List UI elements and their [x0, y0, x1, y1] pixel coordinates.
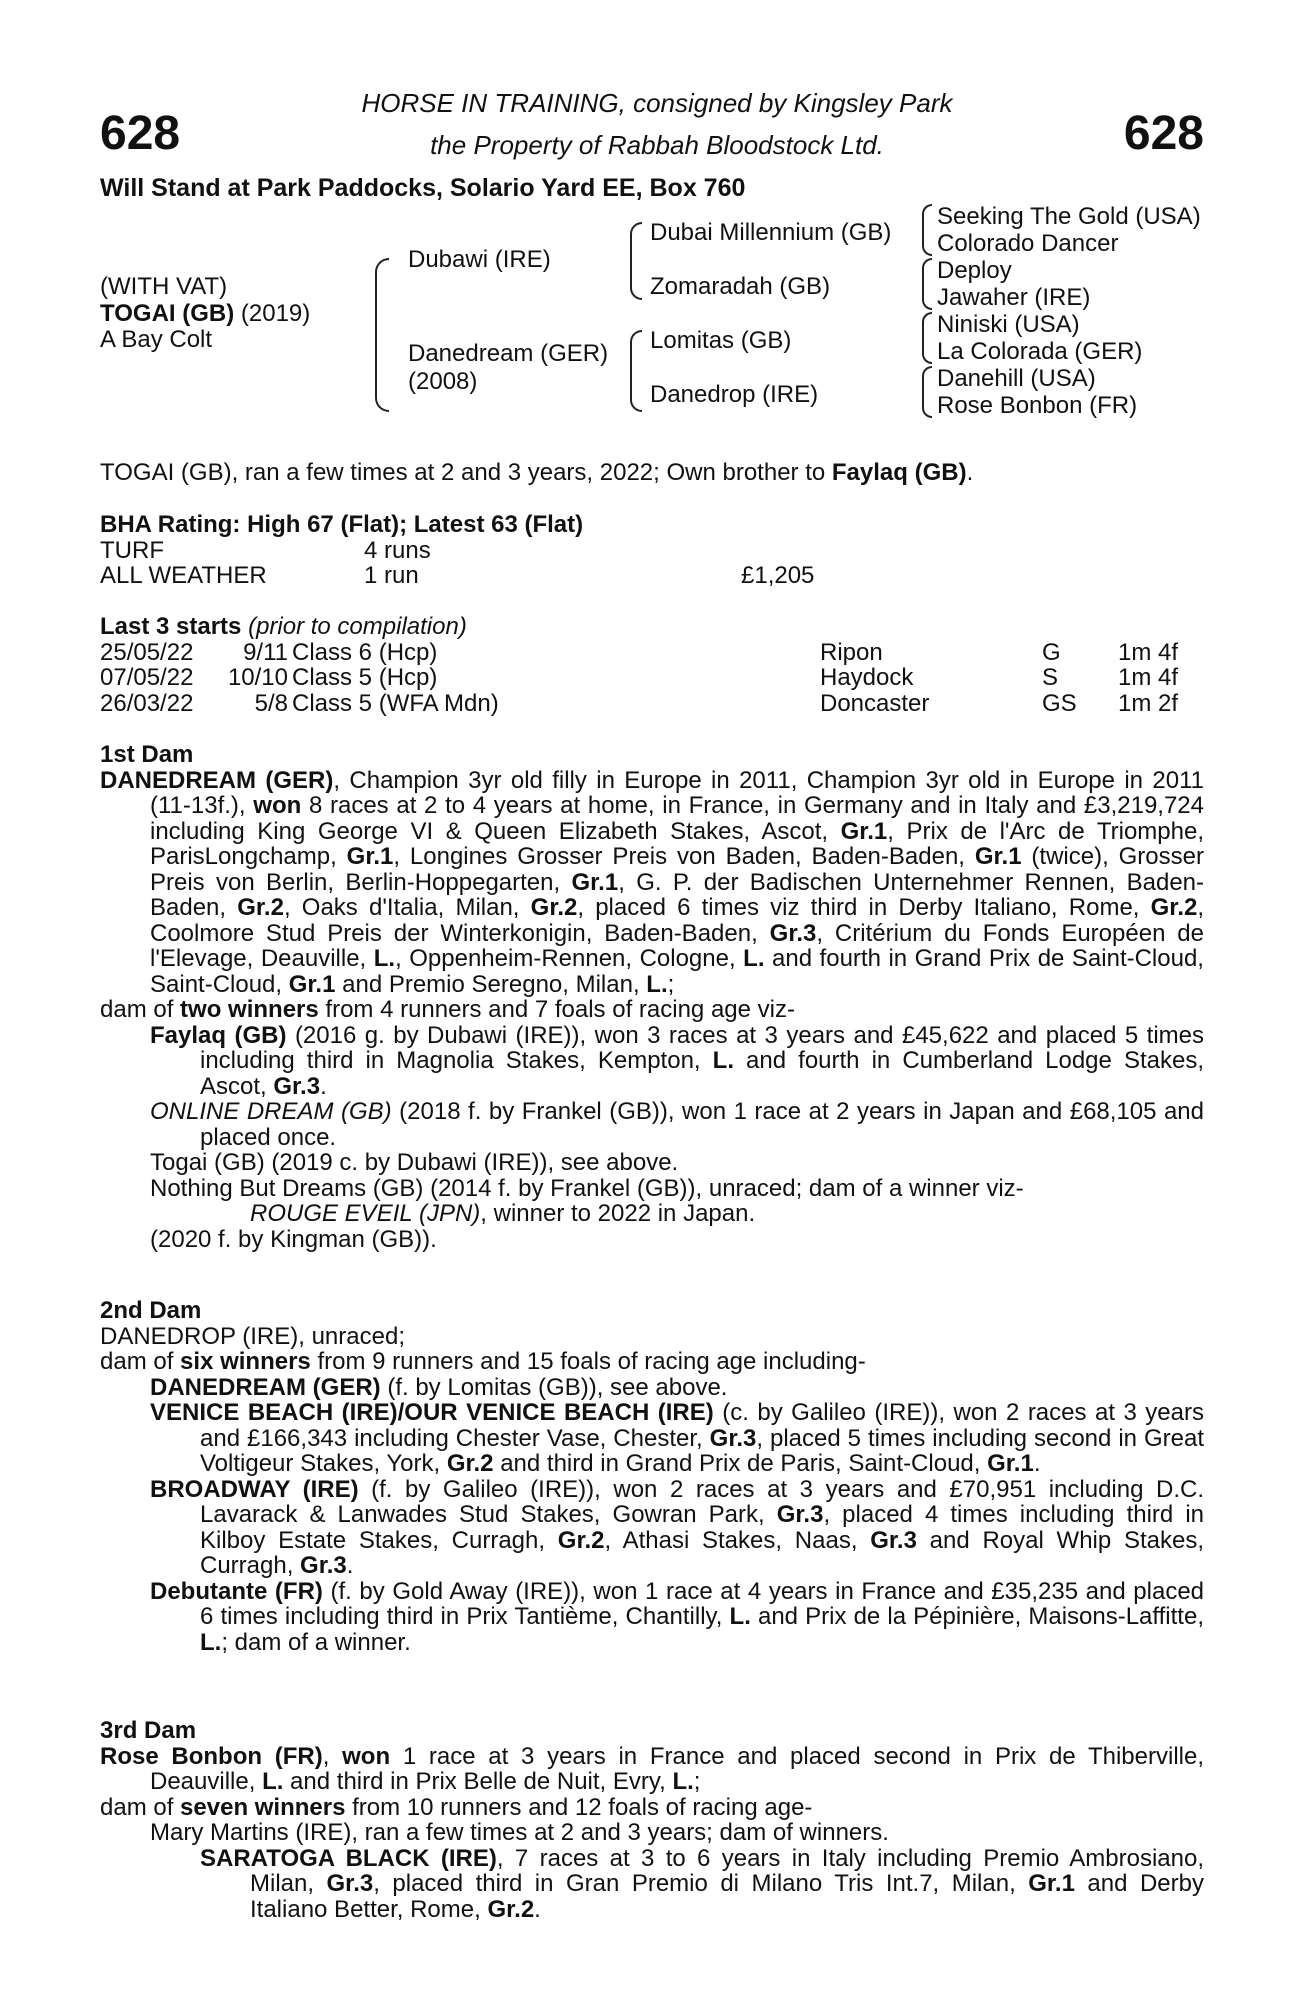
last-starts-heading [100, 614, 1204, 640]
grade: L. [743, 945, 765, 972]
text: (f. by Galileo (IRE)), won 2 races at 3 years and £70,951 including D.C. Lavarack & Lanwades Stud Stakes, Gowran Park, [200, 1475, 1205, 1528]
start-class: Class 5 (WFA Mdn) [292, 689, 499, 717]
pedigree-brace-ds [922, 312, 932, 364]
summary-text: TOGAI (GB), ran a few times at 2 and 3 years, 2022; Own brother to [100, 459, 832, 486]
text: , Athasi Stakes, Naas, [604, 1526, 871, 1554]
text: , G. P. der Badischen Unternehmer Rennen, Baden-Baden, [150, 868, 1205, 921]
pedigree-brace-ss [922, 204, 932, 256]
summary-end: . [966, 459, 974, 486]
last-starts-section [100, 614, 1204, 716]
text: . [1033, 1450, 1041, 1477]
horse-name: TOGAI (GB) [100, 300, 235, 327]
start-going: G [1042, 638, 1061, 666]
produce-name: ONLINE DREAM (GB) [150, 1098, 392, 1125]
dam-sire-dam: La Colorada (GER) [937, 338, 1143, 365]
start-position: 5/8 [254, 689, 288, 717]
first-dam-produce-summary [100, 997, 1204, 1023]
won: won [342, 1742, 391, 1770]
grade: L. [262, 1768, 284, 1795]
third-dam-section [100, 1718, 1204, 1922]
rating-title: BHA Rating: High 67 (Flat); Latest 63 (Flat) [100, 511, 584, 538]
produce-name: DANEDREAM (GER) [150, 1373, 381, 1401]
start-date: 07/05/22 [100, 664, 194, 691]
grade: Gr.1 [987, 1450, 1034, 1477]
sire-sire: Dubai Millennium (GB) [650, 219, 892, 246]
text: and third in Grand Prix de Paris, Saint-Cloud, [493, 1450, 988, 1477]
grade: Gr.3 [769, 919, 817, 947]
text: and fourth in Cumberland Lodge Stakes, Ascot, [200, 1047, 1204, 1100]
second-dam-record: DANEDROP (IRE), unraced; [100, 1322, 405, 1350]
grade: Gr.3 [709, 1424, 757, 1452]
grade: L. [646, 970, 668, 998]
text: from 9 runners and 15 foals of racing age including- [310, 1348, 866, 1375]
grade: Gr.3 [776, 1501, 824, 1528]
property-line: the Property of Rabbah Bloodstock Ltd. [430, 130, 884, 160]
text: (2018 f. by Frankel (GB)), won 1 race at 2 years in Japan and £68,105 and placed once. [200, 1098, 1205, 1151]
grade: Gr.2 [1150, 894, 1198, 921]
first-dam-record [100, 768, 1204, 998]
text: , 7 races at 3 to 6 years in Italy including Premio Ambrosiano, Milan, [250, 1844, 1204, 1897]
grade: Gr.1 [1028, 1870, 1075, 1897]
start-distance: 1m 4f [1118, 664, 1179, 691]
table-row [100, 691, 1204, 717]
start-course: Ripon [820, 638, 883, 666]
text: , winner to 2022 in Japan. [480, 1200, 756, 1227]
text: , Critérium du Fonds Européen de l'Elevage, Deauville, [150, 919, 1204, 972]
consignment-header [0, 82, 1314, 166]
pedigree-brace-sd [922, 258, 932, 310]
text: , placed 4 times including third in Kilboy Estate Stakes, Curragh, [200, 1501, 1205, 1554]
text: and Prix de la Pépinière, Maisons-Laffitte, [750, 1603, 1204, 1630]
text: , placed third in Gran Premio di Milano Tris Int.7, Milan, [373, 1870, 1029, 1897]
text: , Longines Grosser Preis von Baden, Baden-Baden, [393, 843, 975, 870]
grade: Gr.1 [346, 843, 394, 870]
produce-entry [100, 1099, 1204, 1150]
produce-name: Debutante (FR) [150, 1577, 323, 1605]
grade: Gr.3 [273, 1072, 321, 1100]
third-dam-produce-summary [100, 1795, 1204, 1821]
text: and Premio Seregno, Milan, [335, 970, 647, 998]
produce-entry [100, 1400, 1204, 1477]
grade: L. [729, 1603, 751, 1630]
text: . [346, 1552, 354, 1579]
produce-name: VENICE BEACH (IRE)/OUR VENICE BEACH (IRE) [150, 1399, 714, 1426]
sire-dam-dam: Jawaher (IRE) [937, 284, 1091, 311]
text: , [322, 1742, 343, 1770]
aw-row [100, 563, 1204, 589]
text: , Prix de l'Arc de Triomphe, ParisLongchamp, [150, 817, 1205, 870]
stand-location: Will Stand at Park Paddocks, Solario Yard EE, Box 760 [100, 174, 746, 202]
start-distance: 1m 4f [1118, 638, 1179, 666]
dam-year: (2008) [408, 368, 478, 395]
winners-count: seven winners [180, 1793, 346, 1821]
start-going: GS [1042, 689, 1077, 717]
turf-label: TURF [100, 536, 164, 564]
sire-dam: Zomaradah (GB) [650, 273, 831, 300]
sire-dam-sire: Deploy [937, 257, 1012, 284]
grade: Gr.1 [840, 817, 888, 845]
text: (c. by Galileo (IRE)), won 2 races at 3 years and £166,343 including Chester Vase, Chester, [200, 1399, 1204, 1452]
text: 8 races at 2 to 4 years at home, in France, in Germany and in Italy and £3,219,724 including King George VI & Queen Elizabeth Stakes, Ascot, [150, 792, 1204, 845]
grade: Gr.3 [870, 1526, 917, 1554]
text: and Royal Whip Stakes, Curragh, [200, 1526, 1204, 1579]
text: (f. by Lomitas (GB)), see above. [380, 1373, 728, 1401]
won: won [253, 792, 302, 819]
text: and third in Prix Belle de Nuit, Evry, [283, 1768, 673, 1795]
lot-number-left: 628 [100, 107, 181, 160]
vat-note: (WITH VAT) [100, 273, 228, 300]
produce-name: ROUGE EVEIL (JPN) [250, 1200, 481, 1227]
start-class: Class 6 (Hcp) [292, 638, 438, 666]
text: , Coolmore Stud Preis der Winterkonigin, Baden-Baden, [150, 894, 1205, 947]
grand-produce-entry [100, 1201, 1204, 1227]
pedigree-brace-dd [922, 366, 932, 418]
grade: Gr.1 [571, 868, 619, 896]
winners-count: six winners [180, 1348, 311, 1375]
text: from 10 runners and 12 foals of racing age- [345, 1793, 813, 1821]
horse-description: A Bay Colt [100, 326, 213, 353]
text: , Champion 3yr old filly in Europe in 2011, Champion 3yr old in Europe in 2011 (11-13f.), [150, 766, 1204, 819]
first-dam-heading: 1st Dam [100, 741, 194, 768]
dam-sire: Lomitas (GB) [650, 327, 792, 354]
text: dam of [100, 1793, 181, 1821]
text: , Oppenheim-Rennen, Cologne, [395, 945, 744, 972]
horse-name-line [100, 300, 310, 327]
text: dam of [100, 996, 181, 1023]
dam-sire-sire: Niniski (USA) [937, 311, 1080, 338]
pedigree-brace-dam [630, 330, 642, 412]
aw-label: ALL WEATHER [100, 562, 267, 589]
summary-line [100, 460, 1204, 486]
grade: L. [373, 945, 396, 972]
second-dam-heading: 2nd Dam [100, 1297, 202, 1324]
grade: Gr.2 [446, 1450, 494, 1477]
third-dam-record [100, 1744, 1204, 1795]
produce-entry [100, 1579, 1204, 1656]
grade: Gr.2 [530, 894, 578, 921]
dam-name: Rose Bonbon (FR) [100, 1742, 323, 1770]
grade: L. [712, 1047, 734, 1074]
text: , placed 6 times viz third in Derby Italiano, Rome, [577, 894, 1151, 921]
turf-runs: 4 runs [364, 536, 431, 564]
summary-brother: Faylaq (GB) [831, 459, 967, 486]
text: ; [693, 1768, 701, 1795]
produce-entry: Nothing But Dreams (GB) (2014 f. by Frankel (GB)), unraced; dam of a winner viz- [150, 1174, 1024, 1202]
produce-name: SARATOGA BLACK (IRE) [200, 1844, 497, 1872]
start-distance: 1m 2f [1118, 689, 1179, 717]
text: , Oaks d'Italia, Milan, [283, 894, 531, 921]
text: 1 race at 3 years in France and placed second in Prix de Thiberville, Deauville, [150, 1742, 1205, 1795]
dam-dam: Danedrop (IRE) [650, 381, 819, 408]
lot-number-right: 628 [1123, 107, 1204, 160]
sire: Dubawi (IRE) [408, 246, 551, 273]
pedigree-brace-sire [630, 222, 642, 300]
start-position: 9/11 [243, 638, 288, 666]
grade: L. [200, 1628, 222, 1656]
winners-count: two winners [180, 996, 319, 1023]
grade: Gr.2 [487, 1895, 535, 1923]
third-dam-heading: 3rd Dam [100, 1717, 197, 1744]
starts-table [100, 640, 1204, 717]
horse-year: (2019) [234, 300, 311, 327]
produce-entry [100, 1375, 1204, 1401]
aw-prize: £1,205 [741, 562, 815, 589]
second-dam-produce-summary [100, 1349, 1204, 1375]
grade: Gr.2 [557, 1526, 605, 1554]
grade: Gr.1 [288, 970, 336, 998]
grade: Gr.3 [300, 1552, 347, 1579]
produce-entry [100, 1477, 1204, 1579]
text: (twice), Grosser Preis von Berlin, Berlin-Hoppegarten, [150, 843, 1204, 896]
produce-entry: Mary Martins (IRE), ran a few times at 2 and 3 years; dam of winners. [150, 1819, 889, 1846]
aw-runs: 1 run [364, 562, 419, 589]
grade: L. [672, 1768, 694, 1795]
first-dam-section [100, 742, 1204, 1252]
table-row [100, 640, 1204, 666]
produce-entry [100, 1023, 1204, 1100]
grand-produce-entry [100, 1846, 1204, 1923]
produce-name: Faylaq (GB) [150, 1021, 287, 1049]
text: ; [667, 970, 675, 998]
turf-row [100, 538, 1204, 564]
grade: Gr.3 [326, 1870, 374, 1897]
text: and Derby Italiano Better, Rome, [250, 1870, 1204, 1923]
start-going: S [1042, 664, 1059, 691]
text: ; dam of a winner. [221, 1628, 411, 1656]
last-starts-title: Last 3 starts [100, 613, 242, 640]
start-course: Haydock [820, 664, 914, 691]
text: (f. by Gold Away (IRE)), won 1 race at 4 years in France and £35,235 and placed 6 times including third in Prix Tantième, Chantilly, [200, 1577, 1205, 1630]
text: . [320, 1072, 327, 1100]
start-date: 26/03/22 [100, 689, 194, 717]
sire-sire-dam: Colorado Dancer [937, 230, 1119, 257]
start-course: Doncaster [820, 689, 930, 717]
rating-section [100, 512, 1204, 589]
text: dam of [100, 1348, 181, 1375]
dam-name: DANEDREAM (GER) [100, 766, 334, 794]
produce-name: BROADWAY (IRE) [150, 1475, 359, 1503]
text: , placed 5 times including second in Great Voltigeur Stakes, York, [200, 1424, 1204, 1477]
pedigree-brace-gen1 [375, 258, 389, 412]
start-class: Class 5 (Hcp) [292, 664, 438, 691]
text: from 4 runners and 7 foals of racing age viz- [318, 996, 795, 1023]
start-date: 25/05/22 [100, 638, 194, 666]
text: . [534, 1895, 541, 1923]
second-dam-section [100, 1298, 1204, 1655]
sire-sire-sire: Seeking The Gold (USA) [937, 203, 1201, 230]
start-position: 10/10 [227, 664, 288, 691]
consignment-line: HORSE IN TRAINING, consigned by Kingsley Park [361, 88, 953, 118]
dam: Danedream (GER) [408, 340, 609, 367]
text: and fourth in Grand Prix de Saint-Cloud, Saint-Cloud, [150, 945, 1204, 998]
grade: Gr.1 [974, 843, 1022, 870]
table-row [100, 665, 1204, 691]
produce-entry: (2020 f. by Kingman (GB)). [150, 1225, 437, 1253]
dam-dam-dam: Rose Bonbon (FR) [937, 392, 1138, 419]
last-starts-note: (prior to compilation) [241, 613, 467, 640]
produce-entry: Togai (GB) (2019 c. by Dubawi (IRE)), see above. [150, 1149, 679, 1176]
dam-dam-sire: Danehill (USA) [937, 365, 1096, 392]
grade: Gr.2 [237, 894, 284, 921]
text: (2016 g. by Dubawi (IRE)), won 3 races at 3 years and £45,622 and placed 5 times including third in Magnolia Stakes, Kempton, [200, 1021, 1205, 1074]
